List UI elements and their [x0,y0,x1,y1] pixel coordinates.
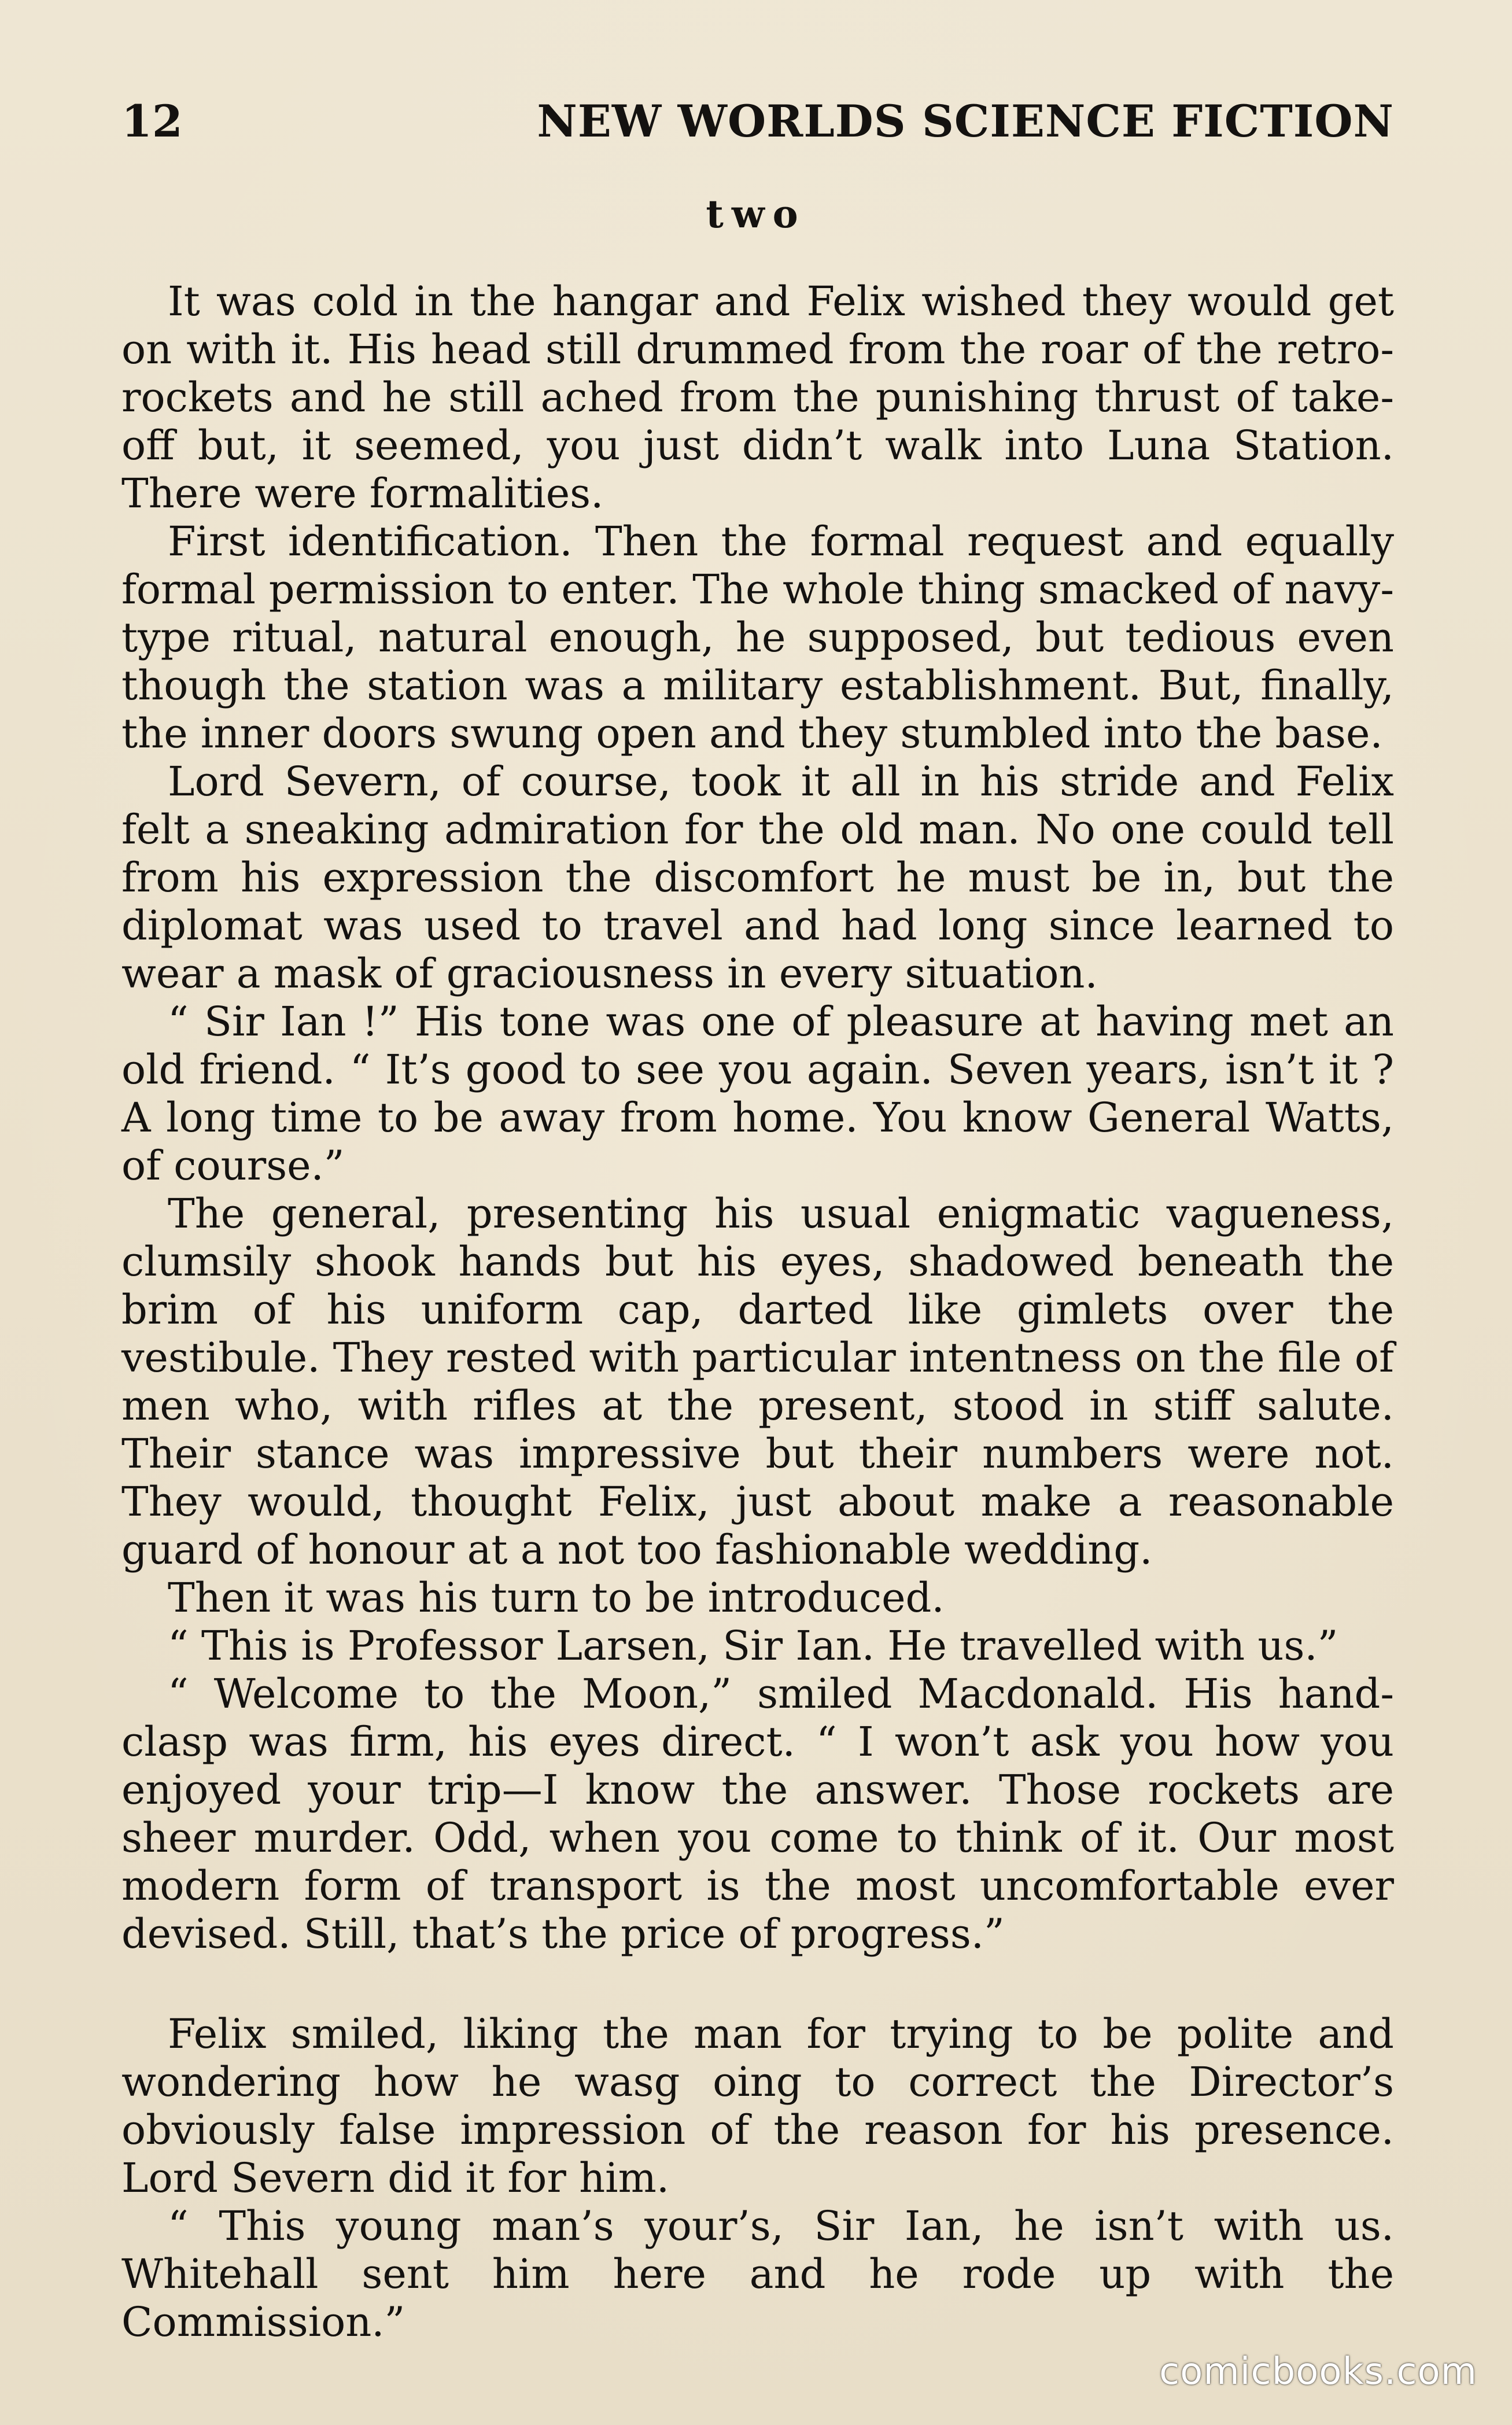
chapter-heading: two [706,191,806,237]
paragraph: It was cold in the hangar and Felix wished they would get on with it. His head still drummed from the roar of the retro-rockets and he still ached from the punishing thrust of take-off but, it seemed, you just didn’t walk into Luna Station. There were formalities. [121,278,1394,517]
watermark: comicbooks.com [1159,2350,1477,2393]
paragraph: Then it was his turn to be introduced. [168,1574,945,1621]
paragraph: “ Welcome to the Moon,” smiled Macdonald. His hand-clasp was firm, his eyes direct. “ I won’t ask you how you enjoyed your trip—I know the answer. Those rockets are sheer murder. Odd, when you come to think of it. Our most modern form of transport is the most uncomfortable ever devised. Still, that’s the price of progress.” [121,1670,1394,1958]
paragraph: “ This is Professor Larsen, Sir Ian. He travelled with us.” [168,1622,1338,1670]
paragraph: First identification. Then the formal request and equally formal permission to enter. The whole thing smacked of navy-type ritual, natural enough, he supposed, but tedious even though the station was a military establishment. But, finally, the inner doors swung open and they stumbled into the base. [121,518,1394,757]
page-number: 12 [121,95,183,147]
paragraph: “ Sir Ian !” His tone was one of pleasure at having met an old friend. “ It’s good to see you again. Seven years, isn’t it ? A long time to be away from home. You know General Watts, of course.” [121,998,1394,1189]
page-header [121,87,1394,156]
paragraph: Felix smiled, liking the man for trying to be polite and wondering how he wasg oing to correct the Director’s obviously false impression of the reason for his presence. Lord Severn did it for him. [121,2010,1394,2202]
running-head: NEW WORLDS SCIENCE FICTION [537,95,1394,147]
paragraph: The general, presenting his usual enigmatic vagueness, clumsily shook hands but his eyes, shadowed beneath the brim of his uniform cap, darted like gimlets over the vestibule. They rested with particular intentness on the file of men who, with rifles at the present, stood in stiff salute. Their stance was impressive but their numbers were not. They would, thought Felix, just about make a reasonable guard of honour at a not too fashionable wedding. [121,1190,1394,1573]
paragraph: Lord Severn, of course, took it all in his stride and Felix felt a sneaking admiration for the old man. No one could tell from his expression the discomfort he must be in, but the diplomat was used to travel and had long since learned to wear a mask of graciousness in every situation. [121,758,1394,997]
paragraph: “ This young man’s your’s, Sir Ian, he isn’t with us. Whitehall sent him here and he rode up with the Commission.” [121,2202,1394,2346]
body-text [121,278,1394,2346]
